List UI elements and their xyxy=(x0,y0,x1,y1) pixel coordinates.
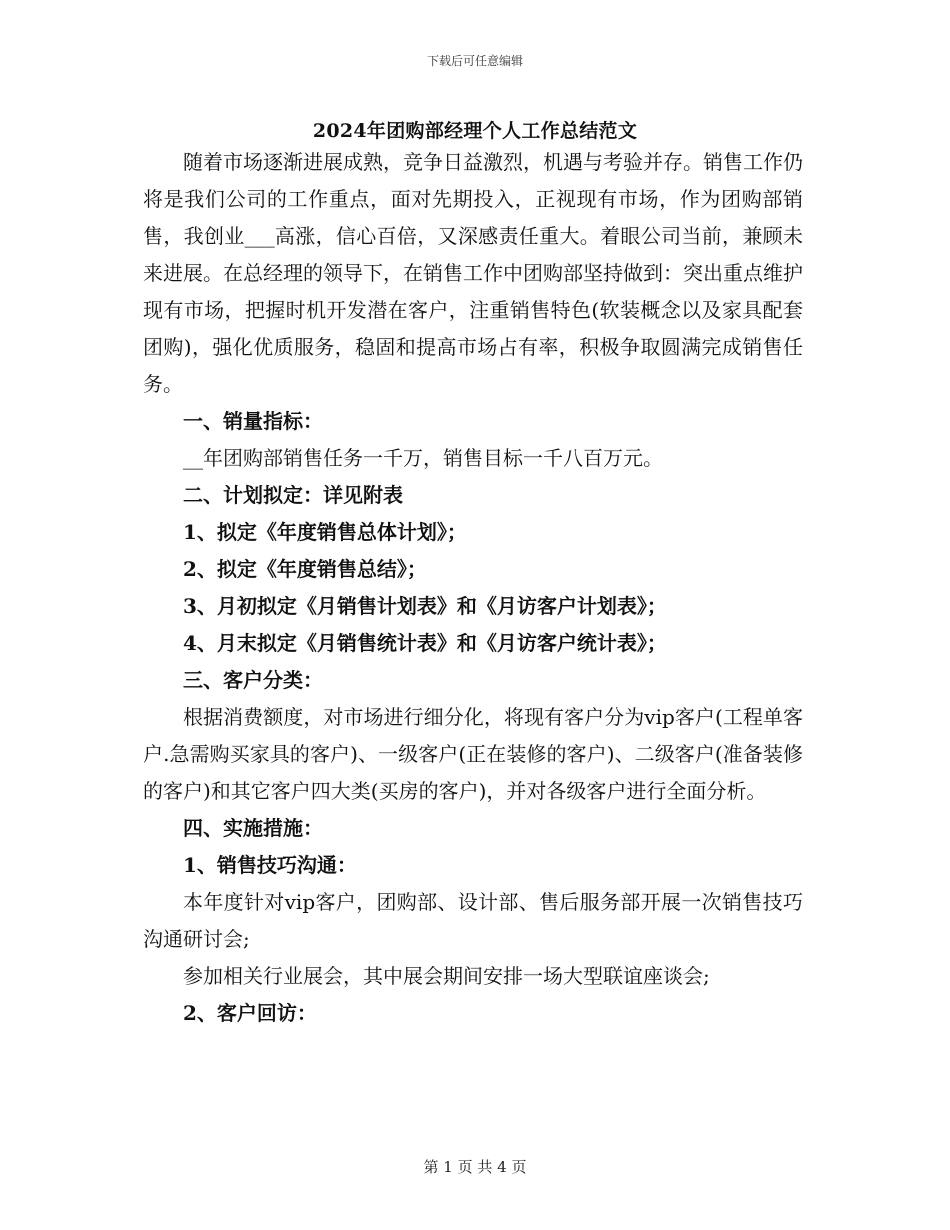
document-title: 2024年团购部经理个人工作总结范文 xyxy=(312,120,638,142)
document-body xyxy=(143,144,803,1032)
customer-classification-paragraph: 根据消费额度，对市场进行细分化，将现有客户分为vip客户(工程单客户.急需购买家具的客户)、一级客户(正在装修的客户)、二级客户(准备装修的客户)和其它客户四大类(买房的客户)，并对各级客户进行全面分析。 xyxy=(143,705,803,803)
section-heading-measures: 四、实施措施： xyxy=(183,816,323,840)
sales-skills-paragraph: 本年度针对vip客户，团购部、设计部、售后服务部开展一次销售技巧沟通研讨会; xyxy=(143,890,803,951)
plan-item: 1、拟定《年度销售总体计划》； xyxy=(183,520,467,544)
plan-item: 4、月末拟定《月销售统计表》和《月访客户统计表》； xyxy=(183,631,667,655)
section-heading-sales-target: 一、销量指标： xyxy=(183,409,323,433)
plan-item: 3、月初拟定《月销售计划表》和《月访客户计划表》； xyxy=(183,594,667,618)
intro-paragraph: 随着市场逐渐进展成熟，竞争日益激烈，机遇与考验并存。销售工作仍将是我们公司的工作重点，面对先期投入，正视现有市场，作为团购部销售，我创业___高涨，信心百倍，又深感责任重大。着眼公司当前，兼顾未来进展。在总经理的领导下，在销售工作中团购部坚持做到：突出重点维护现有市场，把握时机开发潜在客户，注重销售特色(软装概念以及家具配套团购)，强化优质服务，稳固和提高市场占有率，积极争取圆满完成销售任务。 xyxy=(143,150,803,396)
section-heading-plan: 二、计划拟定：详见附表 xyxy=(183,483,403,507)
page-header-note: 下载后可任意编辑 xyxy=(426,54,523,68)
sales-skills-paragraph: 参加相关行业展会，其中展会期间安排一场大型联谊座谈会; xyxy=(183,964,710,988)
subheading-customer-visit: 2、客户回访： xyxy=(183,1001,317,1025)
subheading-sales-skills: 1、销售技巧沟通： xyxy=(183,853,357,877)
section-heading-customer-classification: 三、客户分类： xyxy=(183,668,323,692)
page-number-footer: 第 1 页 共 4 页 xyxy=(423,1158,527,1176)
sales-target-paragraph: __年团购部销售任务一千万，销售目标一千八百万元。 xyxy=(183,446,663,470)
plan-item: 2、拟定《年度销售总结》； xyxy=(183,557,427,581)
